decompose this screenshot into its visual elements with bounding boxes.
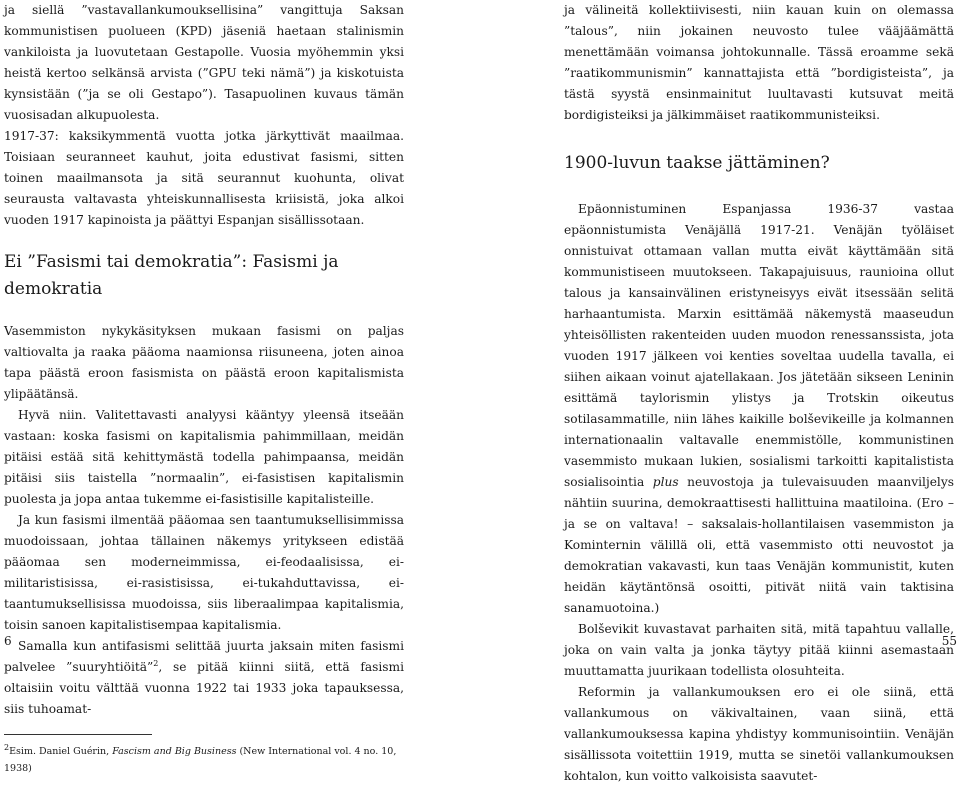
right-text-column [564,0,954,787]
left-page [0,0,480,774]
left-paragraph-1: Vasemmiston nykykäsityksen mukaan fasismi on paljas valtiovalta ja raaka pääoma naamionsa riisuneena, joten ainoa tapa päästä eroon fasismista on päästä eroon kapitalismista ylipäätänsä. [4,324,404,401]
right-section-heading: 1900-luvun taakse jättäminen? [564,153,830,173]
right-paragraph-3: Reformin ja vallankumouksen ero ei ole siinä, että vallankumous on väkivaltainen, vaan siinä, että vallankumouksessa kapina yhdistyy kommunisointiin. Venäjän sisällissota voitettiin 1919, mutta se sinetöi vallankumouksen kohtalon, kun voitto valkoisista saavutet- [564,685,954,783]
footnote-reference[interactable]: 2 [153,658,159,668]
left-page-number: 6 [4,634,12,648]
right-paragraph-1 [564,199,954,619]
left-text-column [4,0,404,777]
footnote [4,743,404,777]
right-paragraph-1-emphasis: plus [652,475,679,489]
right-page-number: 55 [941,634,957,648]
left-sub-paragraph: 1917-37: kaksikymmentä vuotta jotka järkyttivät maailmaa. Toisiaan seuranneet kauhut, joita edustivat fasismi, sitten toinen maailmansota ja sitä seurannut kuohunta, olivat seurausta valtavasta yhteiskunnallisesta kriisistä, joka alkoi vuoden 1917 kapinoista ja päättyi Espanjan sisällissotaan. [4,129,404,227]
left-paragraph-3: Ja kun fasismi ilmentää pääomaa sen taantumuksellisimmissa muodoissaan, johtaa tällainen näkemys yritykseen edistää pääomaa sen moderneimmissa, ei-feodaalisissa, ei-militaristisissa, ei-rasistisissa, ei-tukahduttavissa, ei-taantumuksellisissa muodoissa, siis liberaalimpaa kapitalismia, toisin sanoen kapitalistisempaa kapitalismia. [4,513,404,632]
footnote-divider [4,734,152,735]
right-paragraph-1-end: neuvostoja ja tulevaisuuden maanviljelys nähtiin suurina, demokraattisesti hallittuina maatiloina. (Ero – ja se on valtava! – saksalais-hollantilaisen vasemmiston ja Kominternin välillä oli, että vasemmisto otti neuvostot ja demokratian vakavasti, kun taas Venäjän kommunistit, kuten heidän käytäntönsä osoitti, pitivät niitä vain taktisina sanamuotoina.) [564,475,954,615]
footnote-book-title: Fascism and Big Business [112,746,237,757]
right-intro-paragraph: ja välineitä kollektiivisesti, niin kauan kuin on olemassa ”talous”, niin jokainen neuvosto tulee vääjäämättä menettämään voimansa johtokunnalle. Tässä eroamme sekä ”raatikommunismin” kannattajista että ”bordigisteista”, ja tästä syystä ensinmainitut luultavasti kutsuvat meitä bordigisteiksi ja jälkimmäiset raatikommunisteiksi. [564,3,954,122]
right-paragraph-1-start: Epäonnistuminen Espanjassa 1936-37 vastaa epäonnistumista Venäjällä 1917-21. Venäjän työläiset onnistuivat ottamaan vallan mutta eivät käyttämään sitä kommunistiseen muutokseen. Takapajuisuus, raunioina ollut talous ja kansainvälinen eristyneisyys eivät itsessään selitä harhaantumista. Marxin esittämää näkemystä maaseudun yhteisöllisten rakenteiden uuden muodon renessanssista, jota vuoden 1917 jälkeen voi kenties soveltaa uudella tavalla, ei siihen aikaan voinut ajatellakaan. Jos jätetään sikseen Leninin esittämä taylorismin ylistys ja Trotskin oikeutus sotilasammatille, niin lähes kaikille bolševikeille ja kolmannen internationaalin valtavalle enemmistölle, kommunistinen vasemmisto mukaan lukien, sosialismi tarkoitti kapitalistista sosialisointia [564,202,954,489]
right-paragraph-2: Bolševikit kuvastavat parhaiten sitä, mitä tapahtuu vallalle, joka on vain valta ja jonka täytyy pitää kiinni asemastaan muuttamatta juurikaan todellista olosuhteita. [564,622,954,678]
footnote-number: 2 [4,742,10,752]
left-section-heading: Ei ”Fasismi tai demokratia”: Fasismi ja demokratia [4,252,339,299]
footnote-text-start: Esim. Daniel Guérin, [9,746,113,757]
left-paragraph-4 [4,636,404,720]
footnote-text-end: (New International vol. 4 no. 10, 1938) [4,746,397,774]
left-intro-paragraph: ja siellä ”vastavallankumouksellisina” vangittuja Saksan kommunistisen puolueen (KPD) jäseniä haetaan stalinismin vankiloista ja luovutetaan Gestapolle. Vuosia myöhemmin yksi heistä kertoo selkänsä arvista (”GPU teki nämä”) ja kiskotuista kynsistään (”ja se oli Gestapo”). Tasapuolinen kuvaus tämän vuosisadan alkupuolesta. [4,3,404,122]
left-paragraph-4-start: Samalla kun antifasismi selittää juurta jaksain miten fasismi palvelee ”suuryhtiöitä” [4,639,404,674]
left-paragraph-4-end: , se pitää kiinni siitä, että fasismi oltaisiin voitu välttää vuonna 1922 tai 1933 joka tapauksessa, siis tuhoamat- [4,660,404,716]
left-paragraph-2: Hyvä niin. Valitettavasti analyysi kääntyy yleensä itseään vastaan: koska fasismi on kapitalismia pahimmillaan, meidän pitäisi estää sitä kehittymästä todella pahimpaansa, meidän pitäisi siis taistella ”normaalin”, ei-fasistisen kapitalismin puolesta ja jopa antaa tukemme ei-fasistisille kapitalisteille. [4,408,404,506]
right-page [480,0,960,783]
